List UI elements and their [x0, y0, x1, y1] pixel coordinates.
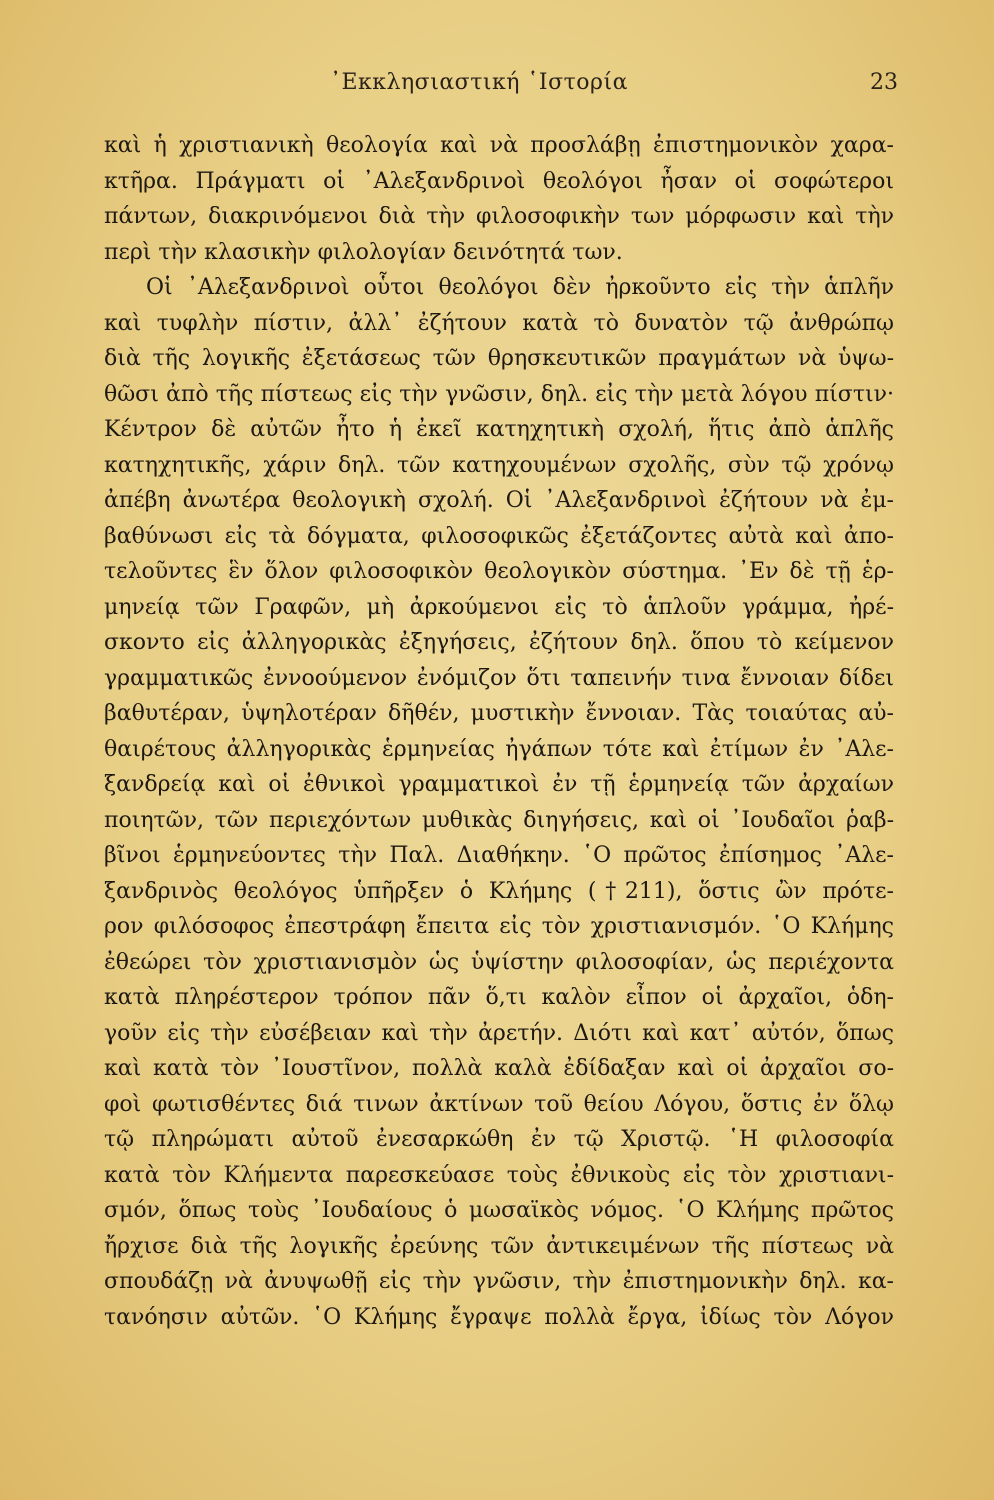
text-line: βῖνοι ἑρμηνεύοντες τὴν Παλ. Διαθήκην. ῾Ο πρῶτος ἐπίσημος ᾿Αλε- [104, 843, 894, 868]
text-line: θῶσι ἀπὸ τῆς πίστεως εἰς τὴν γνῶσιν, δηλ. εἰς τὴν μετὰ λόγου πίστιν· [104, 381, 894, 407]
running-title: ᾿Εκκλησιαστική ῾Ιστορία [330, 70, 628, 95]
text-line: ἐθεώρει τὸν χριστιανισμὸν ὡς ὑψίστην φιλοσοφίαν, ὡς περιέχοντα [104, 949, 894, 975]
text-line: ἤρχισε διὰ τῆς λογικῆς ἐρεύνης τῶν ἀντικειμένων τῆς πίστεως νὰ [104, 1233, 894, 1259]
text-line: τῷ πληρώματι αὐτοῦ ἐνεσαρκώθη ἐν τῷ Χριστῷ. ῾Η φιλοσοφία [104, 1127, 894, 1152]
text-line: τανόησιν αὐτῶν. ῾Ο Κλήμης ἔγραψε πολλὰ ἔργα, ἰδίως τὸν Λόγον [104, 1304, 894, 1330]
text-line: γοῦν εἰς τὴν εὐσέβειαν καὶ τὴν ἀρετήν. Διότι καὶ κατ᾿ αὐτόν, ὅπως [104, 1020, 894, 1046]
text-line: καὶ ἡ χριστιανικὴ θεολογία καὶ νὰ προσλάβῃ ἐπιστημονικὸν χαρα- [104, 133, 894, 158]
text-line: σπουδάζῃ νὰ ἀνυψωθῇ εἰς τὴν γνῶσιν, τὴν ἐπιστημονικὴν δηλ. κα- [104, 1269, 894, 1294]
text-line: καὶ τυφλὴν πίστιν, ἀλλ᾿ ἐζήτουν κατὰ τὸ δυνατὸν τῷ ἀνθρώπῳ [104, 310, 894, 336]
text-line: ξανδρείᾳ καὶ οἱ ἐθνικοὶ γραμματικοὶ ἐν τῇ ἑρμηνείᾳ τῶν ἀρχαίων [104, 772, 894, 797]
text-line: διὰ τῆς λογικῆς ἐξετάσεως τῶν θρησκευτικῶν πραγμάτων νὰ ὑψω- [104, 346, 894, 371]
text-line: ρον φιλόσοφος ἐπεστράφη ἔπειτα εἰς τὸν χριστιανισμόν. ῾Ο Κλήμης [104, 914, 894, 939]
text-line: θαιρέτους ἀλληγορικὰς ἑρμηνείας ἠγάπων τότε καὶ ἐτίμων ἐν ᾿Αλε- [104, 736, 894, 762]
text-line: βαθυτέραν, ὑψηλοτέραν δῆθέν, μυστικὴν ἔννοιαν. Τὰς τοιαύτας αὐ- [104, 701, 894, 726]
text-line: τελοῦντες ἓν ὅλον φιλοσοφικὸν θεολογικὸν σύστημα. ᾿Εν δὲ τῇ ἑρ- [104, 559, 894, 584]
body-text [104, 128, 894, 1335]
text-line: κατὰ πληρέστερον τρόπον πᾶν ὅ,τι καλὸν εἶπον οἱ ἀρχαῖοι, ὁδη- [104, 985, 894, 1010]
text-line: βαθύνωσι εἰς τὰ δόγματα, φιλοσοφικῶς ἐξετάζοντες αὐτὰ καὶ ἀπο- [104, 523, 894, 549]
text-line: μηνείᾳ τῶν Γραφῶν, μὴ ἀρκούμενοι εἰς τὸ ἁπλοῦν γράμμα, ἠρέ- [104, 594, 894, 620]
text-line: κτῆρα. Πράγματι οἱ ᾿Αλεξανδρινοὶ θεολόγοι ἦσαν οἱ σοφώτεροι [104, 168, 894, 194]
text-line: γραμματικῶς ἐννοούμενον ἐνόμιζον ὅτι ταπεινήν τινα ἔννοιαν δίδει [104, 665, 894, 691]
text-line: περὶ τὴν κλασικὴν φιλολογίαν δεινότητά των. [104, 239, 623, 265]
text-line: ξανδρινὸς θεολόγος ὑπῆρξεν ὁ Κλήμης (†211), ὅστις ὢν πρότε- [104, 878, 894, 904]
text-line: ποιητῶν, τῶν περιεχόντων μυθικὰς διηγήσεις, καὶ οἱ ᾿Ιουδαῖοι ῥαβ- [104, 807, 894, 833]
text-line: πάντων, διακρινόμενοι διὰ τὴν φιλοσοφικὴν των μόρφωσιν καὶ τὴν [104, 204, 894, 229]
running-head [0, 70, 994, 102]
text-line: κατηχητικῆς, χάριν δηλ. τῶν κατηχουμένων σχολῆς, σὺν τῷ χρόνῳ [104, 452, 894, 478]
text-line: ἀπέβη ἀνωτέρα θεολογικὴ σχολή. Οἱ ᾿Αλεξανδρινοὶ ἐζήτουν νὰ ἐμ- [104, 488, 894, 513]
page-number: 23 [870, 70, 898, 95]
text-line: κατὰ τὸν Κλήμεντα παρεσκεύασε τοὺς ἐθνικοὺς εἰς τὸν χριστιανι- [104, 1162, 894, 1188]
text-line: σμόν, ὅπως τοὺς ᾿Ιουδαίους ὁ μωσαϊκὸς νόμος. ῾Ο Κλήμης πρῶτος [104, 1198, 894, 1223]
text-line: καὶ κατὰ τὸν ᾿Ιουστῖνον, πολλὰ καλὰ ἐδίδαξαν καὶ οἱ ἀρχαῖοι σο- [104, 1056, 894, 1081]
text-line: φοὶ φωτισθέντες διά τινων ἀκτίνων τοῦ θείου Λόγου, ὅστις ἐν ὅλῳ [104, 1091, 894, 1117]
text-line: Κέντρον δὲ αὐτῶν ἦτο ἡ ἐκεῖ κατηχητικὴ σχολή, ἥτις ἀπὸ ἁπλῆς [104, 417, 894, 442]
paragraph-first-line: Οἱ ᾿Αλεξανδρινοὶ οὗτοι θεολόγοι δὲν ἠρκοῦντο εἰς τὴν ἁπλῆν [146, 275, 894, 300]
text-line: σκοντο εἰς ἀλληγορικὰς ἐξηγήσεις, ἐζήτουν δηλ. ὅπου τὸ κείμενον [104, 630, 894, 655]
